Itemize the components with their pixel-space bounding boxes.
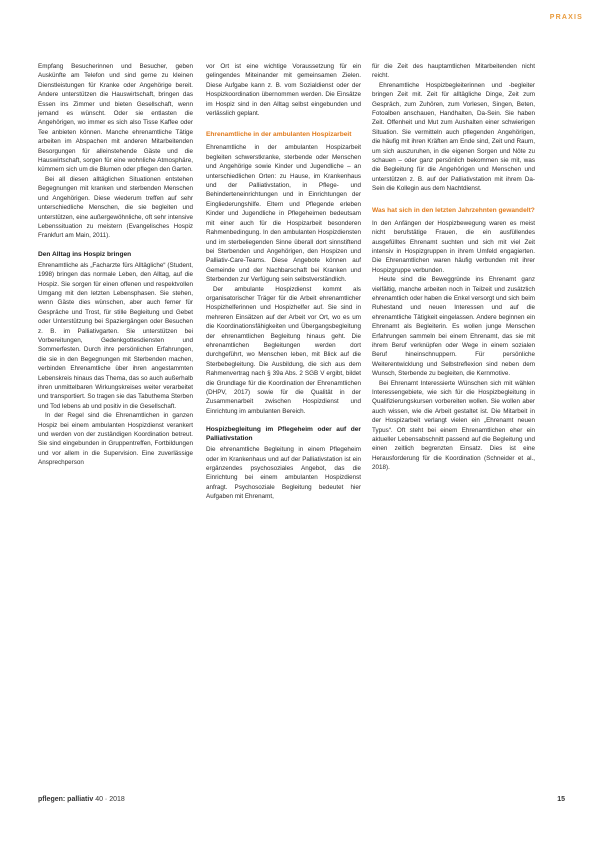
paragraph: vor Ort ist eine wichtige Voraussetzung für ein gelingendes Miteinander mit gemeinsamen Zielen. Diese Aufgabe kann z. B. vom Sozialdienst oder der Hospizkoordination übernommen werden. Die Einsätze im Hospiz sind in den Alltag selbst eingebunden und verlässlich geplant.	[206, 63, 361, 118]
paragraph: Ehrenamtliche in der ambulanten Hospizarbeit begleiten schwerstkranke, sterbende oder Menschen und Angehörige sowie Kinder und Jugendliche – an unterschiedlichen Orten: zu Hause, im Krankenhaus und der Palliativstation, in Pflege- und Behinderteneinrichtungen und in Einrichtungen der Eingliederungshilfe. Eltern und Pflegende erleben Kinder und Jugendliche in Pflegeheimen bedeutsam mit einer auch für die Hospizarbeit besonderen Rahmenbedingung. In den ambulanten Hospizdiensten und im sterbeliegenden Sinne überall dort sinnstiftend bei Sterbenden und Angehörigen, den Hospizen und Palliativ-Care-Teams. Diese Angebote können auf Gemeinde und der Nachbarschaft bei Kranken und Sterbenden zur Verfügung sein selbstverständlich.	[206, 144, 361, 284]
text-column-1	[38, 62, 193, 468]
paragraph: Heute sind die Beweggründe ins Ehrenamt ganz vielfältig, manche arbeiten noch in Teilzeit und zusätzlich ehrenamtlich oder haben die Enkel versorgt und sich beim Ruhestand und neuen Interessen und auf die ehrenamtliche Tätigkeit eingelassen. Andere beginnen ein Ehrenamt als Begleiterin. Es wollen junge Menschen Erfahrungen sammeln bei einem Ehrenamt, das sie mit ihrem Beruf verknüpfen oder Wege in einem sozialen Beruf hineinschnuppern. Für persönliche Weiterentwicklung und Selbstreflexion sind neben dem Wunsch, Sterbende zu begleiten, die Kernmotive.	[372, 276, 535, 378]
paragraph: Ehrenamtliche als „Facharzte fürs Alltägliche“ (Student, 1998) bringen das normale Leben, den Alltag, auf die Hospiz. Sie sorgen für einen offenen und respektvollen Umgang mit den letzten Lebensphasen. Sie stehen, wenn Gäste dies wünschen, aber auch ferner für Gespräche und Trost, für stille Begleitung und Gebet oder Unterstützung bei Spaziergängen oder Besuchen z. B. im Palliativgarten. Sie unterstützen bei Vorbereitungen, Gedenkgottesdiensten und Sommerfesten. Durch ihre persönlichen Erfahrungen, die sie in den Begegnungen mit Sterbenden machen, verbinden Ehrenamtliche über ihren angestammten Lebenskreis hinaus das Thema, das so auch außerhalb ihren unmittelbaren Wirkungskreises weiter verarbeitet und transportiert. So tragen sie das Tabuthema Sterben und Tod lebens ab und positiv in die Gesellschaft.	[38, 261, 193, 410]
subheading-alltag: Den Alltag ins Hospiz bringen	[38, 250, 132, 258]
issue-number: 40 · 2018	[95, 796, 125, 803]
journal-name: pflegen: palliativ	[38, 796, 94, 803]
section-tag: PRAXIS	[549, 14, 583, 21]
paragraph: Ehrenamtliche Hospizbegleiterinnen und -begleiter bringen Zeit mit. Zeit für alltägliche Dinge, Zeit zum Gespräch, zum Zuhören, zum Vorlesen, Singen, Beten, Fotoalben anschauen, Handhalten, Da-Sein. Sie haben Zeit. Offenheit und Mut zum Aushalten einer schwierigen Situation. Sie vermitteln auch pflegenden Angehörigen, die häufig mit ihren Kräften am Ende sind, Zeit und Raum, um sich auszuruhen, in die eigenen Sorgen und Nöte zu schauen – oder ganz persönlich bekommen sie mit, was die Begleitung für die Angehörigen und Menschen und unterstützen z. B. auf der Palliativstation mit ihrem Da-Sein die Kollegin aus dem Nachtdienst.	[372, 81, 535, 193]
paragraph: für die Zeit des hauptamtlichen Mitarbeitenden nicht reicht.	[372, 63, 535, 80]
paragraph: Bei Ehrenamt Interessierte Wünschen sich mit wählen Interessengebiete, wie sich für die Hospizbegleitung in Qualifizierungskursen vorbereiten wollen. Sie wollen aber auch wissen, wie die Arbeit gestaltet ist. Die Mitarbeit in der Hospizarbeit verlangt vielen ein „Ehrenamt neuen Typus“. Oft steht bei einem Ehrenamtlichen eher ein aktueller Lebensabschnitt passend auf die Begleitung und einen zeitlich begrenzten Einsatz. Dies ist eine Herausforderung für die Koordination (Schneider et al., 2018).	[372, 379, 535, 472]
paragraph: Bei all diesen alltäglichen Situationen entstehen Begegnungen mit kranken und sterbenden Menschen und Angehörigen. Diese wiederum treffen auf sehr unterschiedliche Menschen, die sie begleiten und unterstützen, eine außergewöhnliche, oft sehr intensive Lebenssituation zu meistern (Evangelisches Hospiz Frankfurt am Main, 2011).	[38, 175, 193, 240]
text-column-2	[206, 62, 361, 502]
paragraph: Die ehrenamtliche Begleitung in einem Pflegeheim oder im Krankenhaus und auf der Palliativstation ist ein ergänzendes psychosoziales Angebot, das die Einrichtung bei einem ambulanten Hospizdienst anfragt. Psychosoziale Begleitung bedeutet hier Aufgaben mit Ehrenamt,	[206, 446, 361, 501]
paragraph: In den Anfängen der Hospizbewegung waren es meist nicht berufstätige Frauen, die ein ausfüllendes ausgefülltes Ehrenamt suchten und sich mit viel Zeit intensiv in Hospizgruppen in ihrem Umfeld engagierten. Die Ehrenamtlichen waren häufig verbunden mit ihrer Hospizgruppe verbunden.	[372, 219, 535, 274]
subheading-gewandelt: Was hat sich in den letzten Jahrzehnten gewandelt?	[372, 206, 535, 214]
page-footer	[38, 796, 565, 803]
page-number: 15	[557, 796, 565, 803]
paragraph: In der Regel sind die Ehrenamtlichen in ganzen Hospiz bei einem ambulanten Hospizdienst verankert und werden von der zuständigen Koordination betreut. Sie sind eingebunden in Gruppentreffen, Fortbildungen und vor allem in die Supervision. Eine zuverlässige Ansprechperson	[38, 412, 193, 467]
text-column-3	[372, 62, 535, 473]
paragraph: Empfang Besucherinnen und Besucher, geben Auskünfte am Telefon und sind gerne zu kleinen Dienstleistungen für Kranke oder Angehörige bereit. Andere unterstützen die Hauswirtschaft, bringen das Essen ins Zimmer und bieten Gesellschaft, wenn jemand es wünscht. Oder sie entlasten die Angehörigen, wo immer es sich also Tisse Kaffee oder Tee anbieten können. Manche ehrenamtliche Tätige arbeiten im Abspachen mit anderen Mitarbeitenden Besorgungen für alleinstehende Gäste und die Hauswirtschaft, sorgen für eine wohnliche Atmosphäre, kümmern sich um die Blumen oder pflegen den Garten.	[38, 63, 193, 174]
subheading-ambulant: Ehrenamtliche in der ambulanten Hospizarbeit	[206, 131, 352, 139]
paragraph: Der ambulante Hospizdienst kommt als organisatorischer Träger für die Arbeit ehrenamtlicher Hospizhelferinnen und Hospizhelfer auf. Sie sind in mehreren Einsätzen auf der Arbeit vor Ort, wo es um die Koordinationsfähigkeiten und Übergangsbegleitung der ehrenamtlichen Begleitung hinaus geht. Die ehrenamtlichen Begleitungen werden dort durchgeführt, wo Menschen leben, mit Blick auf die Sterbebegleitung. Die Ausbildung, die sich aus dem Rahmenvertrag nach § 39a Abs. 2 SGB V ergibt, bildet die Grundlage für die Koordination der Ehrenamtlichen (DHPV, 2017) sowie für die Qualität in der Zusammenarbeit zwischen Hospizdienst und Einrichtung im ambulanten Bereich.	[206, 285, 361, 415]
subheading-pflegeheim: Hospizbegleitung im Pflegeheim oder auf der Palliativstation	[206, 426, 361, 443]
